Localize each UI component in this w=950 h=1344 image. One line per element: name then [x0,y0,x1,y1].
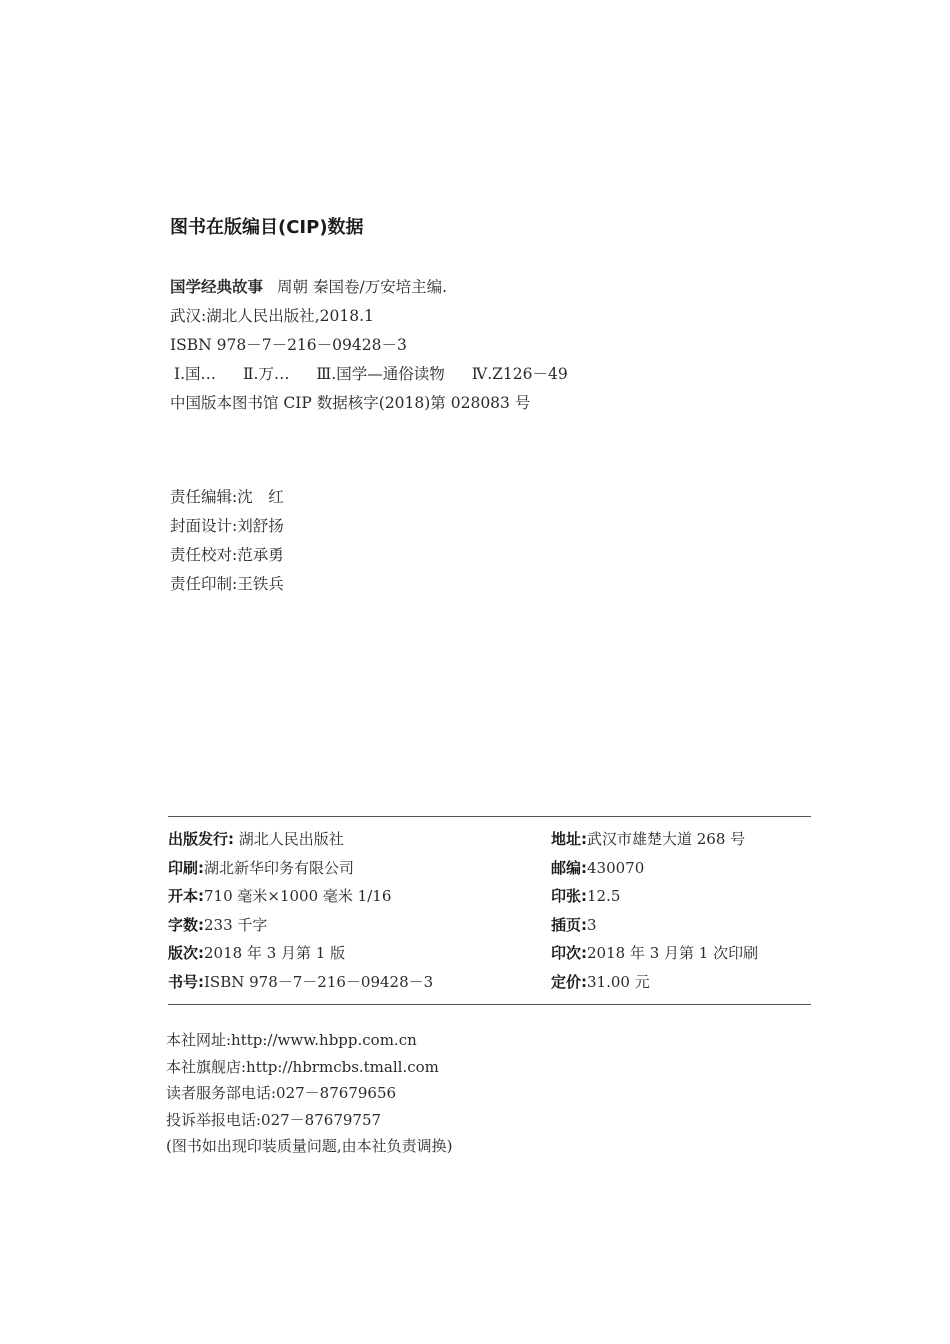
pub-value: 湖北新华印务有限公司 [204,858,355,877]
book-subtitle: 周朝 秦国卷/万安培主编. [277,278,448,296]
classification-line [170,360,590,389]
cip-title-line [170,273,590,302]
pub-label: 书号: [168,972,204,991]
divider-bottom [168,1004,811,1005]
contact-info [166,1027,452,1160]
pub-value: ISBN 978－7－216－09428－3 [204,972,434,991]
pub-label: 邮编: [551,858,587,877]
publishing-info-left [168,825,433,996]
pub-value: 2018 年 3 月第 1 次印刷 [587,944,759,962]
pub-row-sheets [551,882,758,911]
isbn-line: ISBN 978－7－216－09428－3 [170,336,407,354]
pub-value: 233 千字 [204,915,268,934]
pub-label: 出版发行: [168,830,234,848]
staff-printing: 责任印制:王铁兵 [170,575,284,593]
contact-reader-service: 读者服务部电话:027－87679656 [166,1084,397,1102]
classification-item: Ⅱ.万… [243,365,290,383]
pub-value: 430070 [587,858,645,877]
pub-row-edition [168,939,433,968]
classification-item: Ⅲ.国学—通俗读物 [316,365,445,383]
publisher-line: 武汉:湖北人民出版社,2018.1 [170,307,374,325]
pub-row-publisher [168,825,433,854]
contact-website: 本社网址:http://www.hbpp.com.cn [166,1031,417,1049]
staff-cover-design: 封面设计:刘舒扬 [170,517,284,535]
pub-row-inserts [551,911,758,940]
pub-row-word-count [168,911,433,940]
pub-row-printer [168,854,433,883]
pub-value: 武汉市雄楚大道 268 号 [587,830,746,848]
pub-label: 版次: [168,944,204,962]
staff-editor: 责任编辑:沈 红 [170,488,284,506]
pub-label: 地址: [551,830,587,848]
pub-value: 湖北人民出版社 [234,830,344,848]
pub-label: 印张: [551,887,587,905]
pub-label: 开本: [168,887,204,905]
pub-label: 插页: [551,915,587,934]
pub-row-format [168,882,433,911]
staff-credits [170,483,284,599]
pub-value: 31.00 元 [587,972,650,991]
pub-label: 印次: [551,944,587,962]
pub-value: 2018 年 3 月第 1 版 [204,944,346,962]
publishing-info-right [551,825,758,996]
pub-row-isbn [168,968,433,997]
pub-label: 印刷: [168,858,204,877]
pub-row-printing [551,939,758,968]
contact-complaint: 投诉举报电话:027－87679757 [166,1110,382,1129]
classification-item: Ⅳ.Z126－49 [471,365,568,383]
pub-row-price [551,968,758,997]
pub-value: 3 [587,915,597,934]
pub-value: 12.5 [587,887,621,905]
cip-number: 中国版本图书馆 CIP 数据核字(2018)第 028083 号 [170,394,531,412]
pub-row-postcode [551,854,758,883]
pub-value: 710 毫米×1000 毫米 1/16 [204,887,392,905]
cip-data-block [170,273,590,418]
pub-row-address [551,825,758,854]
cip-heading: 图书在版编目(CIP)数据 [170,217,364,238]
staff-proofreader: 责任校对:范承勇 [170,546,284,564]
classification-item: Ⅰ.国… [174,365,217,383]
book-title: 国学经典故事 [170,278,264,296]
contact-store: 本社旗舰店:http://hbrmcbs.tmall.com [166,1057,439,1076]
quality-notice: (图书如出现印装质量问题,由本社负责调换) [166,1137,453,1155]
pub-label: 字数: [168,915,204,934]
divider-top [168,816,811,817]
pub-label: 定价: [551,972,587,991]
